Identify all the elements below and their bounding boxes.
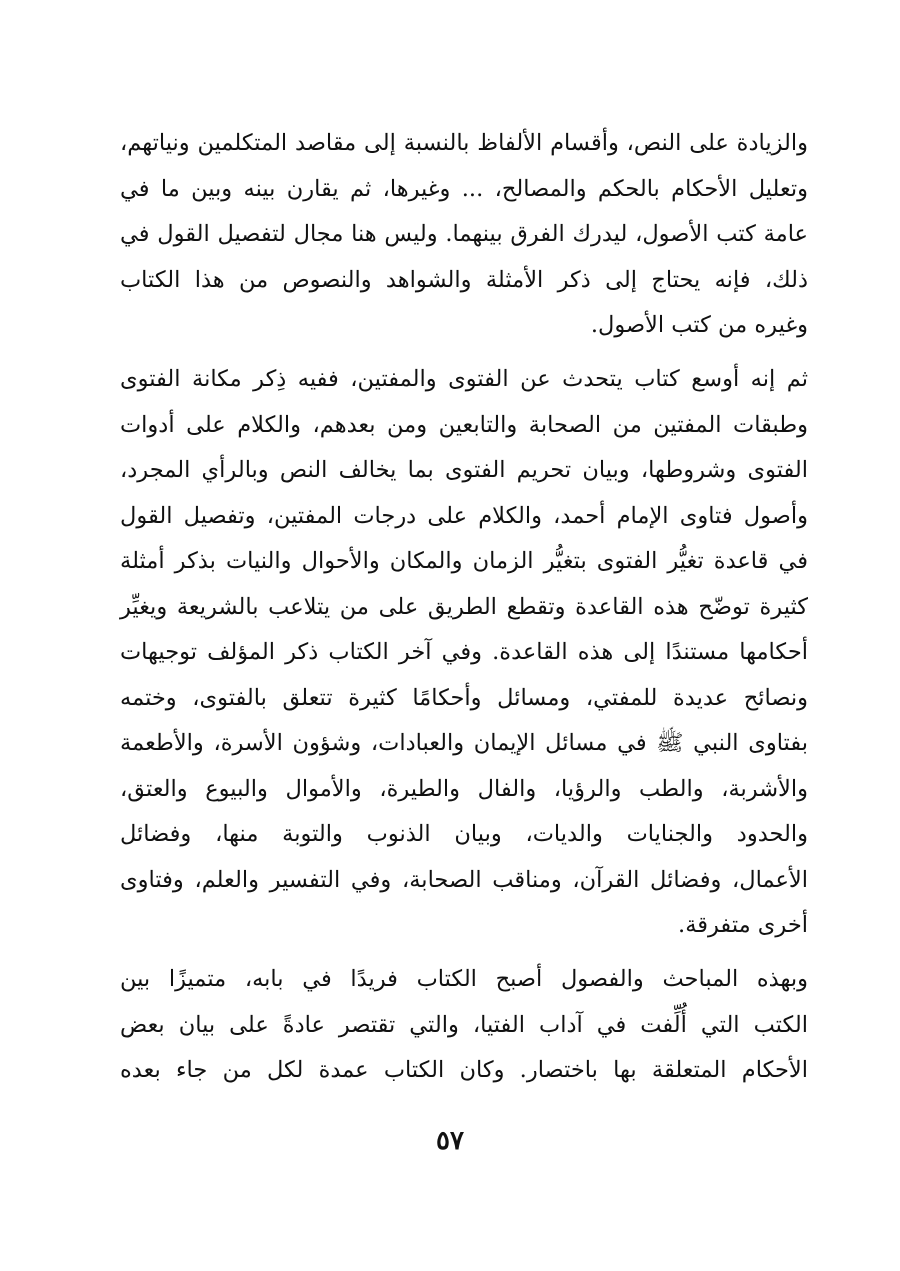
text-line: ثم إنه أوسع كتاب يتحدث عن الفتوى والمفتين، ففيه ذِكر مكانة الفتوى bbox=[120, 366, 808, 392]
text-line: ونصائح عديدة للمفتي، ومسائل وأحكامًا كثيرة تتعلق بالفتوى، وختمه bbox=[120, 684, 808, 711]
text-line: بفتاوى النبي ﷺ في مسائل الإيمان والعبادات، وشؤون الأسرة، والأطعمة bbox=[120, 730, 808, 756]
text-line: وغيره من كتب الأصول. bbox=[590, 312, 808, 338]
paragraph-3 bbox=[120, 957, 808, 1094]
text-line: أحكامها مستندًا إلى هذه القاعدة. وفي آخر الكتاب ذكر المؤلف توجيهات bbox=[120, 639, 808, 665]
text-line: الأحكام المتعلقة بها باختصار. وكان الكتاب عمدة لكل من جاء بعده bbox=[120, 1057, 808, 1083]
paragraph-1 bbox=[120, 121, 808, 349]
text-line: والأشربة، والطب والرؤيا، والفال والطيرة، والأموال والبيوع والعتق، bbox=[120, 775, 808, 802]
text-line: الكتب التي أُلِّفت في آداب الفتيا، والتي تقتصر عادةً على بيان بعض bbox=[120, 1011, 808, 1038]
page-number: ٥٧ bbox=[436, 1126, 464, 1156]
text-line: عامة كتب الأصول، ليدرك الفرق بينهما. وليس هنا مجال لتفصيل القول في bbox=[120, 221, 808, 247]
paragraph-2 bbox=[120, 357, 808, 949]
text-line: كثيرة توضّح هذه القاعدة وتقطع الطريق على من يتلاعب بالشريعة ويغيِّر bbox=[120, 593, 808, 620]
text-line: وطبقات المفتين من الصحابة والتابعين ومن بعدهم، والكلام على أدوات bbox=[120, 411, 808, 438]
text-line: وتعليل الأحكام بالحكم والمصالح، ... وغيرها، ثم يقارن بينه وبين ما في bbox=[120, 175, 808, 202]
text-line: والزيادة على النص، وأقسام الألفاظ بالنسبة إلى مقاصد المتكلمين ونياتهم، bbox=[120, 130, 808, 156]
text-line: الفتوى وشروطها، وبيان تحريم الفتوى بما يخالف النص وبالرأي المجرد، bbox=[120, 457, 808, 483]
text-line: في قاعدة تغيُّر الفتوى بتغيُّر الزمان والمكان والأحوال والنيات بذكر أمثلة bbox=[120, 548, 808, 574]
text-line: والحدود والجنايات والديات، وبيان الذنوب والتوبة منها، وفضائل bbox=[120, 821, 808, 847]
text-line: وأصول فتاوى الإمام أحمد، والكلام على درجات المفتين، وتفصيل القول bbox=[120, 502, 808, 529]
text-line: أخرى متفرقة. bbox=[678, 912, 808, 938]
text-line: ذلك، فإنه يحتاج إلى ذكر الأمثلة والشواهد والنصوص من هذا الكتاب bbox=[120, 266, 808, 293]
text-line: وبهذه المباحث والفصول أصبح الكتاب فريدًا في بابه، متميزًا بين bbox=[120, 966, 808, 992]
text-line: الأعمال، وفضائل القرآن، ومناقب الصحابة، وفي التفسير والعلم، وفتاوى bbox=[120, 866, 808, 893]
